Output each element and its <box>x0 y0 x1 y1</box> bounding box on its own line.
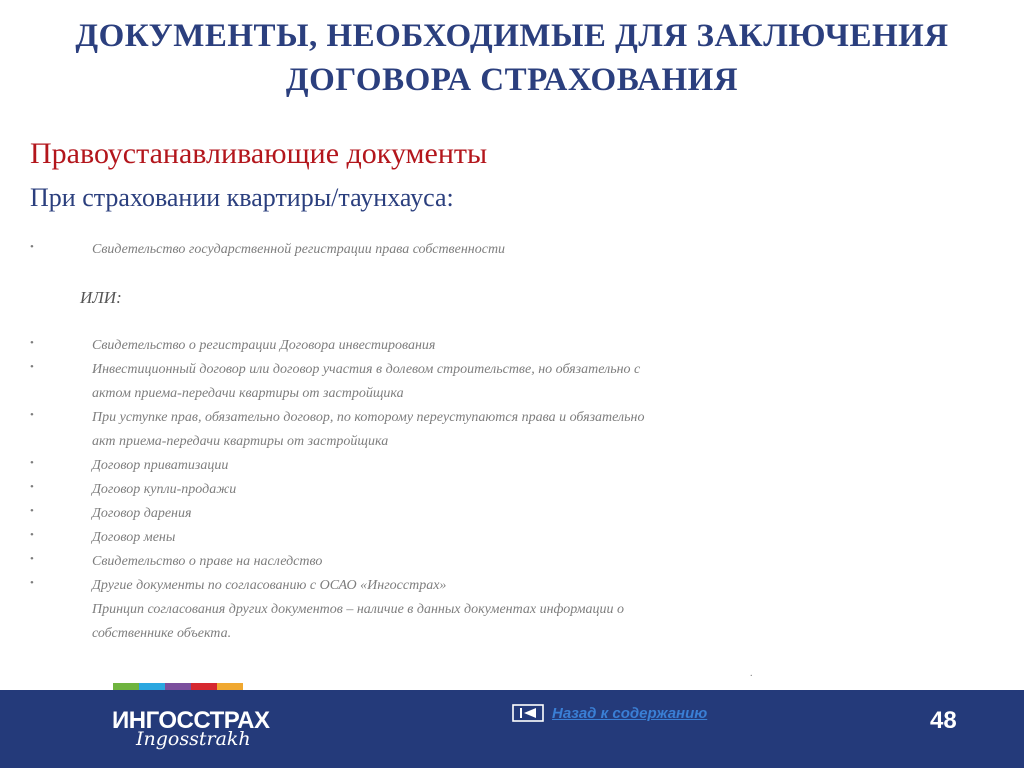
stripe-green <box>113 683 139 690</box>
logo-script: Ingosstrakh <box>136 728 251 750</box>
bullet-marker: • <box>30 337 34 349</box>
bullet-marker: • <box>30 361 34 373</box>
logo-wordmark: ИНГОССТРАХ <box>112 707 270 734</box>
bullet-marker: • <box>30 505 34 517</box>
bullet-marker: • <box>30 481 34 493</box>
stripe-blue <box>139 683 165 690</box>
section-heading: Правоустанавливающие документы <box>30 137 488 170</box>
list-item-text: Свидетельство о регистрации Договора инвестирования <box>92 338 436 353</box>
bullet-marker: • <box>30 457 34 469</box>
list-item-text: Другие документы по согласованию с ОСАО «Ингосстрах» <box>92 578 447 593</box>
bullet-marker: • <box>30 553 34 565</box>
page-number: 48 <box>930 707 957 734</box>
slide-title-line-2: ДОГОВОРА СТРАХОВАНИЯ <box>285 62 739 98</box>
end-mark: . <box>750 668 753 679</box>
bullet-marker: • <box>30 241 34 253</box>
list-item-text: При уступке прав, обязательно договор, по которому переуступаются права и обязательно <box>92 410 645 425</box>
bullet-marker: • <box>30 577 34 589</box>
bullet-marker: • <box>30 409 34 421</box>
stripe-purple <box>165 683 191 690</box>
brand-stripes <box>113 683 243 690</box>
list-item-text: Договор купли-продажи <box>92 482 237 497</box>
list-item-text: Инвестиционный договор или договор участия в долевом строительстве, но обязательно с <box>92 362 641 377</box>
bullet-marker: • <box>30 529 34 541</box>
list-item-text: Договор мены <box>92 530 176 545</box>
ingosstrakh-logo <box>112 708 270 749</box>
list-item-text: Договор дарения <box>92 506 192 521</box>
section-subheading: При страховании квартиры/таунхауса: <box>30 183 454 212</box>
or-separator: ИЛИ: <box>80 288 122 307</box>
slide-title <box>0 14 1024 102</box>
back-arrow-icon[interactable] <box>512 704 544 722</box>
stripe-orange <box>217 683 243 690</box>
list-item-text: Свидетельство государственной регистрации права собственности <box>92 242 506 257</box>
stripe-red <box>191 683 217 690</box>
back-to-contents-label[interactable]: Назад к содержанию <box>552 704 708 722</box>
back-to-contents-link[interactable] <box>512 704 707 722</box>
list-item-text: актом приема-передачи квартиры от застройщика <box>92 386 404 401</box>
list-item-text: собственнике объекта. <box>92 626 232 641</box>
list-item-text: Договор приватизации <box>92 458 229 473</box>
slide-title-line-1: ДОКУМЕНТЫ, НЕОБХОДИМЫЕ ДЛЯ ЗАКЛЮЧЕНИЯ <box>75 18 949 54</box>
list-item-text: Свидетельство о праве на наследство <box>92 554 323 569</box>
list-item-text: акт приема-передачи квартиры от застройщика <box>92 434 389 449</box>
list-item-text: Принцип согласования других документов – наличие в данных документах информации о <box>92 602 625 617</box>
